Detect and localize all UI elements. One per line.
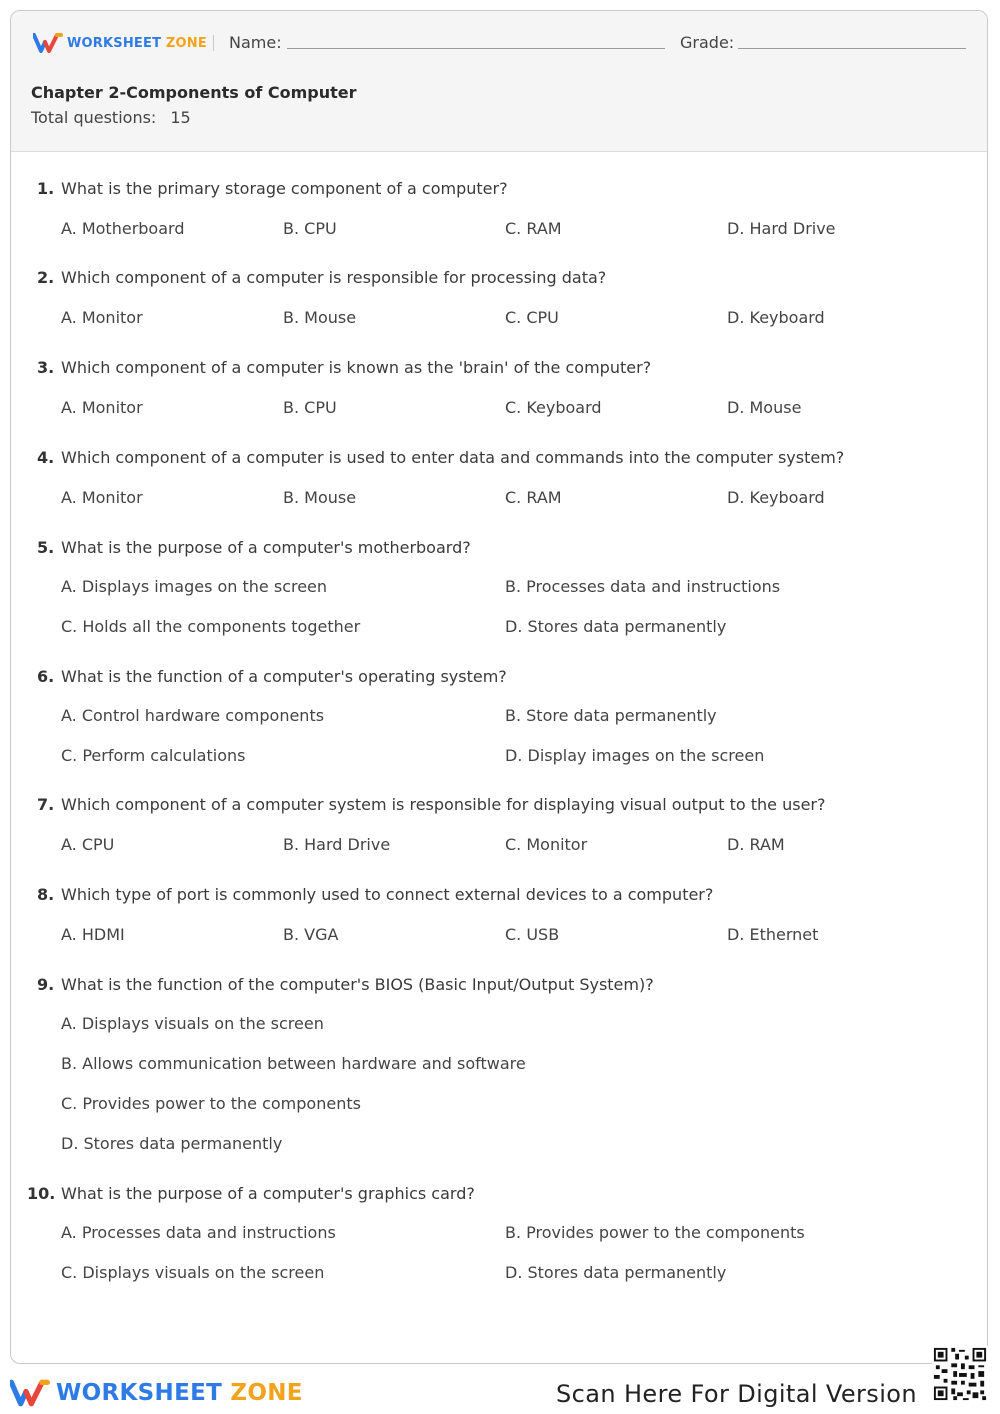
name-label: Name: <box>229 33 282 52</box>
answer-option[interactable]: D. Keyboard <box>727 308 825 327</box>
answer-option[interactable]: C. Provides power to the components <box>61 1094 361 1113</box>
question-number: 3. <box>37 358 55 377</box>
answer-option[interactable]: C. Monitor <box>505 835 588 854</box>
question-text: Which component of a computer system is responsible for displaying visual output to the user? <box>61 795 826 814</box>
question-text: What is the function of a computer's operating system? <box>61 667 507 686</box>
answer-option[interactable]: A. Processes data and instructions <box>61 1223 336 1242</box>
answer-option[interactable]: B. CPU <box>283 398 337 417</box>
question-text: What is the purpose of a computer's graphics card? <box>61 1184 475 1203</box>
footer-logo-text-zone: ZONE <box>230 1380 303 1406</box>
logo-text-zone: ZONE <box>165 35 207 51</box>
question-text: Which component of a computer is responsible for processing data? <box>61 268 607 287</box>
total-questions <box>31 108 191 127</box>
question-text: Which type of port is commonly used to connect external devices to a computer? <box>61 885 714 904</box>
question-number: 8. <box>37 885 55 904</box>
worksheet-page <box>10 10 988 1364</box>
answer-option[interactable]: B. VGA <box>283 925 339 944</box>
answer-option[interactable]: D. Display images on the screen <box>505 746 765 765</box>
answer-option[interactable]: A. Control hardware components <box>61 706 325 725</box>
question-number: 6. <box>37 667 55 686</box>
answer-option[interactable]: B. CPU <box>283 219 337 238</box>
answer-option[interactable]: C. Perform calculations <box>61 746 246 765</box>
question-text: Which component of a computer is used to enter data and commands into the computer system? <box>61 448 845 467</box>
worksheet-title: Chapter 2-Components of Computer <box>31 83 357 102</box>
answer-option[interactable]: B. Mouse <box>283 488 357 507</box>
answer-option[interactable]: D. Ethernet <box>727 925 819 944</box>
answer-option[interactable]: B. Hard Drive <box>283 835 391 854</box>
answer-option[interactable]: D. Keyboard <box>727 488 825 507</box>
worksheet-header <box>11 11 987 152</box>
total-questions-label: Total questions: <box>31 108 157 127</box>
question-number: 1. <box>37 179 55 198</box>
answer-option[interactable]: C. USB <box>505 925 560 944</box>
answer-option[interactable]: B. Provides power to the components <box>505 1223 805 1242</box>
answer-option[interactable]: C. Holds all the components together <box>61 617 361 636</box>
question-text: What is the primary storage component of a computer? <box>61 179 508 198</box>
question-number: 2. <box>37 268 55 287</box>
answer-option[interactable]: B. Allows communication between hardware and software <box>61 1054 526 1073</box>
answer-option[interactable]: A. Monitor <box>61 398 143 417</box>
grade-field[interactable] <box>738 48 966 49</box>
answer-option[interactable]: A. Monitor <box>61 488 143 507</box>
answer-option[interactable]: C. Displays visuals on the screen <box>61 1263 325 1282</box>
answer-option[interactable]: B. Store data permanently <box>505 706 717 725</box>
footer-logo-text-worksheet: WORKSHEET <box>56 1380 223 1406</box>
total-questions-value: 15 <box>170 108 191 127</box>
answer-option[interactable]: B. Mouse <box>283 308 357 327</box>
qr-code-icon[interactable] <box>932 1346 988 1402</box>
answer-option[interactable]: D. RAM <box>727 835 785 854</box>
header-divider <box>213 35 214 51</box>
answer-option[interactable]: C. RAM <box>505 488 562 507</box>
answer-option[interactable]: B. Processes data and instructions <box>505 577 781 596</box>
footer-logo-w-icon <box>10 1376 50 1410</box>
answer-option[interactable]: C. Keyboard <box>505 398 602 417</box>
logo-text-worksheet: WORKSHEET <box>67 35 162 51</box>
answer-option[interactable]: A. Motherboard <box>61 219 185 238</box>
answer-option[interactable]: A. Displays visuals on the screen <box>61 1014 324 1033</box>
scan-caption: Scan Here For Digital Version <box>556 1380 917 1408</box>
answer-option[interactable]: D. Mouse <box>727 398 802 417</box>
worksheet-zone-logo <box>33 33 207 53</box>
answer-option[interactable]: D. Hard Drive <box>727 219 836 238</box>
question-text: Which component of a computer is known as the 'brain' of the computer? <box>61 358 652 377</box>
question-number: 9. <box>37 975 55 994</box>
answer-option[interactable]: C. CPU <box>505 308 559 327</box>
answer-option[interactable]: A. Monitor <box>61 308 143 327</box>
answer-option[interactable]: A. CPU <box>61 835 115 854</box>
answer-option[interactable]: A. HDMI <box>61 925 125 944</box>
answer-option[interactable]: D. Stores data permanently <box>505 1263 727 1282</box>
question-text: What is the function of the computer's BIOS (Basic Input/Output System)? <box>61 975 654 994</box>
logo-w-icon <box>33 33 63 53</box>
question-text: What is the purpose of a computer's motherboard? <box>61 538 471 557</box>
name-field[interactable] <box>287 48 665 49</box>
question-number: 10. <box>27 1184 56 1203</box>
answer-option[interactable]: D. Stores data permanently <box>61 1134 283 1153</box>
question-number: 7. <box>37 795 55 814</box>
footer-logo <box>10 1376 303 1410</box>
question-number: 5. <box>37 538 55 557</box>
answer-option[interactable]: A. Displays images on the screen <box>61 577 328 596</box>
answer-option[interactable]: C. RAM <box>505 219 562 238</box>
question-number: 4. <box>37 448 55 467</box>
answer-option[interactable]: D. Stores data permanently <box>505 617 727 636</box>
grade-label: Grade: <box>680 33 735 52</box>
